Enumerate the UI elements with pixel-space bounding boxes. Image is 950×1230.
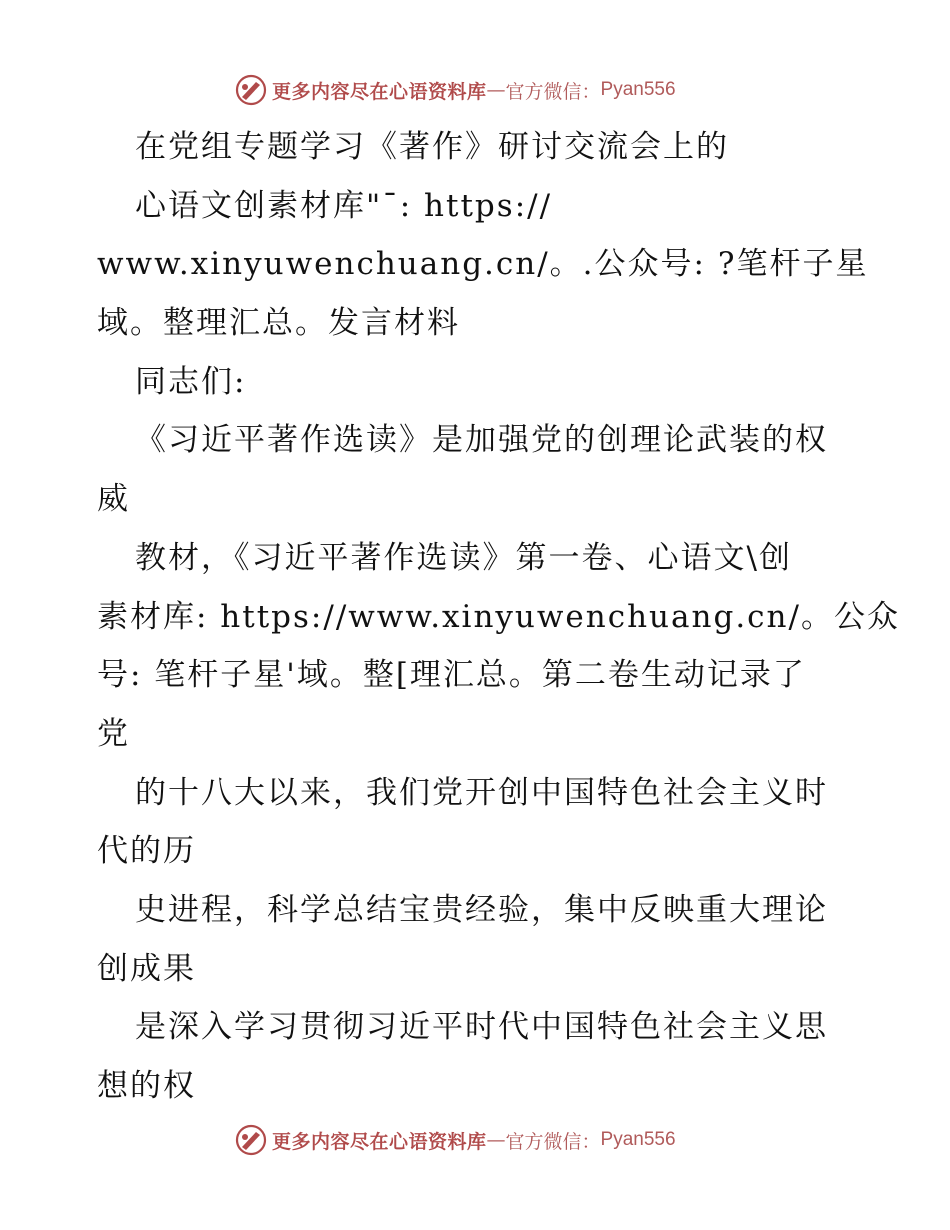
text-line: 教材，《习近平著作选读》第一卷、心语文\创: [135, 539, 792, 576]
text-line: 威: [97, 481, 130, 518]
text-line: 的十八大以来，我们党开创中国特色社会主义时: [135, 774, 828, 811]
footer-watermark: [0, 1120, 950, 1160]
pen-logo-icon: [234, 1123, 268, 1157]
watermark-id: Pyan556: [600, 1129, 676, 1150]
text-line: 党: [97, 715, 130, 752]
watermark-text: 更多内容尽在心语资料库: [272, 80, 487, 103]
text-line: 想的权: [97, 1068, 196, 1104]
document-body: [97, 118, 900, 1116]
text-line: 史进程，科学总结宝贵经验，集中反映重大理论: [135, 891, 828, 928]
text-line: 创成果: [97, 950, 196, 987]
title-line: 在党组专题学习《著作》研讨交流会上的: [135, 129, 729, 165]
text-line: 号: 笔杆子星'域。整[理汇总。第二卷生动记录了: [97, 657, 806, 694]
text-line: 《习近平著作选读》是加强党的创理论武装的权: [135, 422, 828, 459]
watermark-label: 官方微信：: [505, 80, 601, 103]
text-line: www.xinyuwenchuang.cn/。.公众号: ?笔杆子星: [97, 246, 869, 283]
pen-logo-icon: [234, 73, 268, 107]
watermark-dash: —: [486, 79, 506, 101]
watermark-id: Pyan556: [600, 79, 676, 100]
text-line: 素材库: https://www.xinyuwenchuang.cn/。公众: [97, 598, 900, 635]
text-line: 域。整理汇总。发言材料: [97, 305, 460, 342]
header-watermark: [0, 70, 950, 110]
text-line: 代的历: [97, 833, 196, 870]
text-line: 心语文创素材库"¯: https://: [135, 187, 553, 224]
watermark-label: 官方微信：: [505, 1130, 601, 1153]
watermark-dash: —: [486, 1129, 506, 1151]
watermark-text: 更多内容尽在心语资料库: [272, 1130, 487, 1153]
salutation: 同志们:: [135, 363, 247, 400]
text-line: 是深入学习贯彻习近平时代中国特色社会主义思: [135, 1009, 828, 1046]
